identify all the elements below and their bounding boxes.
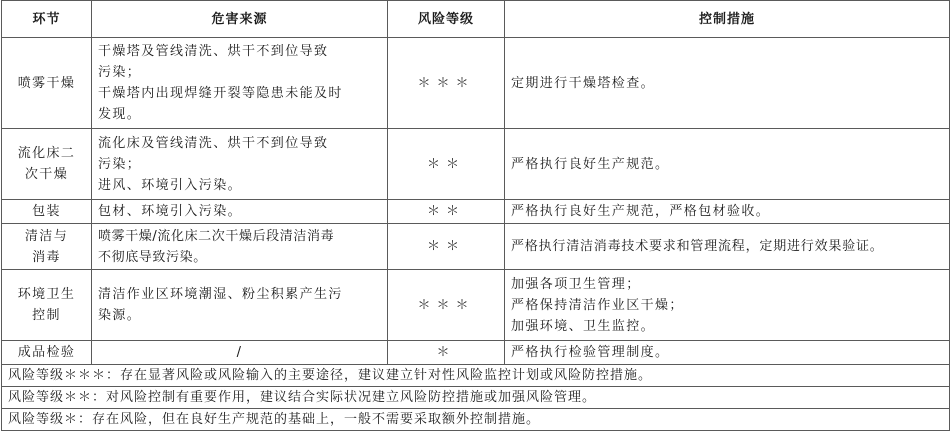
table-row: [2, 38, 950, 129]
stage-text: 环境卫生: [17, 287, 76, 302]
risk-table: [1, 0, 950, 431]
table-header-row: [2, 1, 950, 38]
hazard-cell: [92, 224, 388, 270]
stage-text: 控制: [32, 308, 61, 323]
hazard-cell: [92, 270, 388, 341]
table-row: [2, 341, 950, 365]
hazard-text: 干燥塔及管线清洗、烘干不到位导致: [98, 44, 329, 59]
hazard-cell: [92, 129, 388, 200]
risk-cell: ＊＊: [388, 129, 505, 200]
note-risk-level-1: 风险等级＊：存在风险，但在良好生产规范的基础上，一般不需要采取额外控制措施。: [2, 409, 950, 431]
hazard-cell: [92, 200, 388, 224]
risk-cell: ＊＊＊: [388, 270, 505, 341]
control-cell: [505, 341, 950, 365]
stage-text: 流化床二: [17, 146, 76, 161]
control-text: 严格保持清洁作业区干燥；: [511, 297, 684, 313]
hazard-text: 喷雾干燥/流化床二次干燥后段清洁消毒: [98, 228, 335, 244]
hazard-text: 污染；: [98, 65, 142, 80]
control-cell: [505, 129, 950, 200]
hazard-cell: [92, 341, 388, 365]
control-text: 严格执行良好生产规范，严格包材验收。: [511, 204, 771, 219]
risk-cell: ＊＊＊: [388, 38, 505, 129]
hazard-text: 不彻底导致污染。: [98, 249, 207, 265]
stage-text: 包装: [32, 204, 61, 219]
note-row: [2, 387, 950, 409]
hazard-text: 进风、环境引入污染。: [98, 177, 243, 193]
control-cell: [505, 224, 950, 270]
stage-text: 次干燥: [24, 167, 69, 182]
stage-cell: [2, 38, 92, 129]
stage-cell: [2, 224, 92, 270]
note-row: [2, 365, 950, 387]
control-text: 加强环境、卫生监控。: [511, 318, 656, 334]
note-risk-level-2: 风险等级＊＊：对风险控制有重要作用，建议结合实际状况建立风险防控措施或加强风险管理。: [2, 387, 950, 409]
note-risk-level-3: 风险等级＊＊＊：存在显著风险或风险输入的主要途径，建议建立针对性风险监控计划或风险防控措施。: [2, 365, 950, 387]
risk-cell: ＊＊: [388, 200, 505, 224]
note-row: [2, 409, 950, 431]
hazard-text: 干燥塔内出现焊缝开裂等隐患未能及时: [98, 86, 343, 101]
risk-cell: ＊＊: [388, 224, 505, 270]
header-risk-level: 风险等级: [388, 1, 505, 38]
hazard-text: 包材、环境引入污染。: [98, 204, 243, 219]
risk-cell: ＊: [388, 341, 505, 365]
stage-text: 消毒: [32, 249, 61, 265]
control-text: 严格执行检验管理制度。: [511, 345, 670, 360]
header-stage: 环节: [2, 1, 92, 38]
hazard-text: 发现。: [98, 107, 142, 122]
table-row: [2, 270, 950, 341]
table-row: [2, 224, 950, 270]
control-cell: [505, 270, 950, 341]
hazard-text: 流化床及管线清洗、烘干不到位导致: [98, 135, 329, 151]
stage-cell: [2, 200, 92, 224]
control-text: 加强各项卫生管理；: [511, 276, 641, 292]
hazard-text: 染源。: [98, 308, 142, 323]
stage-text: 清洁与: [24, 228, 69, 244]
table-row: [2, 129, 950, 200]
stage-cell: [2, 129, 92, 200]
control-cell: [505, 200, 950, 224]
header-hazard-source: 危害来源: [92, 1, 388, 38]
control-text: 严格执行清洁消毒技术要求和管理流程，定期进行效果验证。: [511, 239, 884, 254]
table-row: [2, 200, 950, 224]
control-text: 严格执行良好生产规范。: [511, 156, 670, 172]
header-control-measures: 控制措施: [505, 1, 950, 38]
control-cell: [505, 38, 950, 129]
stage-cell: [2, 270, 92, 341]
hazard-text: /: [236, 345, 243, 360]
hazard-text: 清洁作业区环境潮湿、粉尘积累产生污: [98, 287, 343, 302]
stage-cell: [2, 341, 92, 365]
stage-text: 喷雾干燥: [17, 75, 76, 91]
hazard-text: 污染；: [98, 156, 142, 172]
stage-text: 成品检验: [17, 345, 76, 360]
control-text: 定期进行干燥塔检查。: [511, 75, 656, 91]
hazard-cell: [92, 38, 388, 129]
